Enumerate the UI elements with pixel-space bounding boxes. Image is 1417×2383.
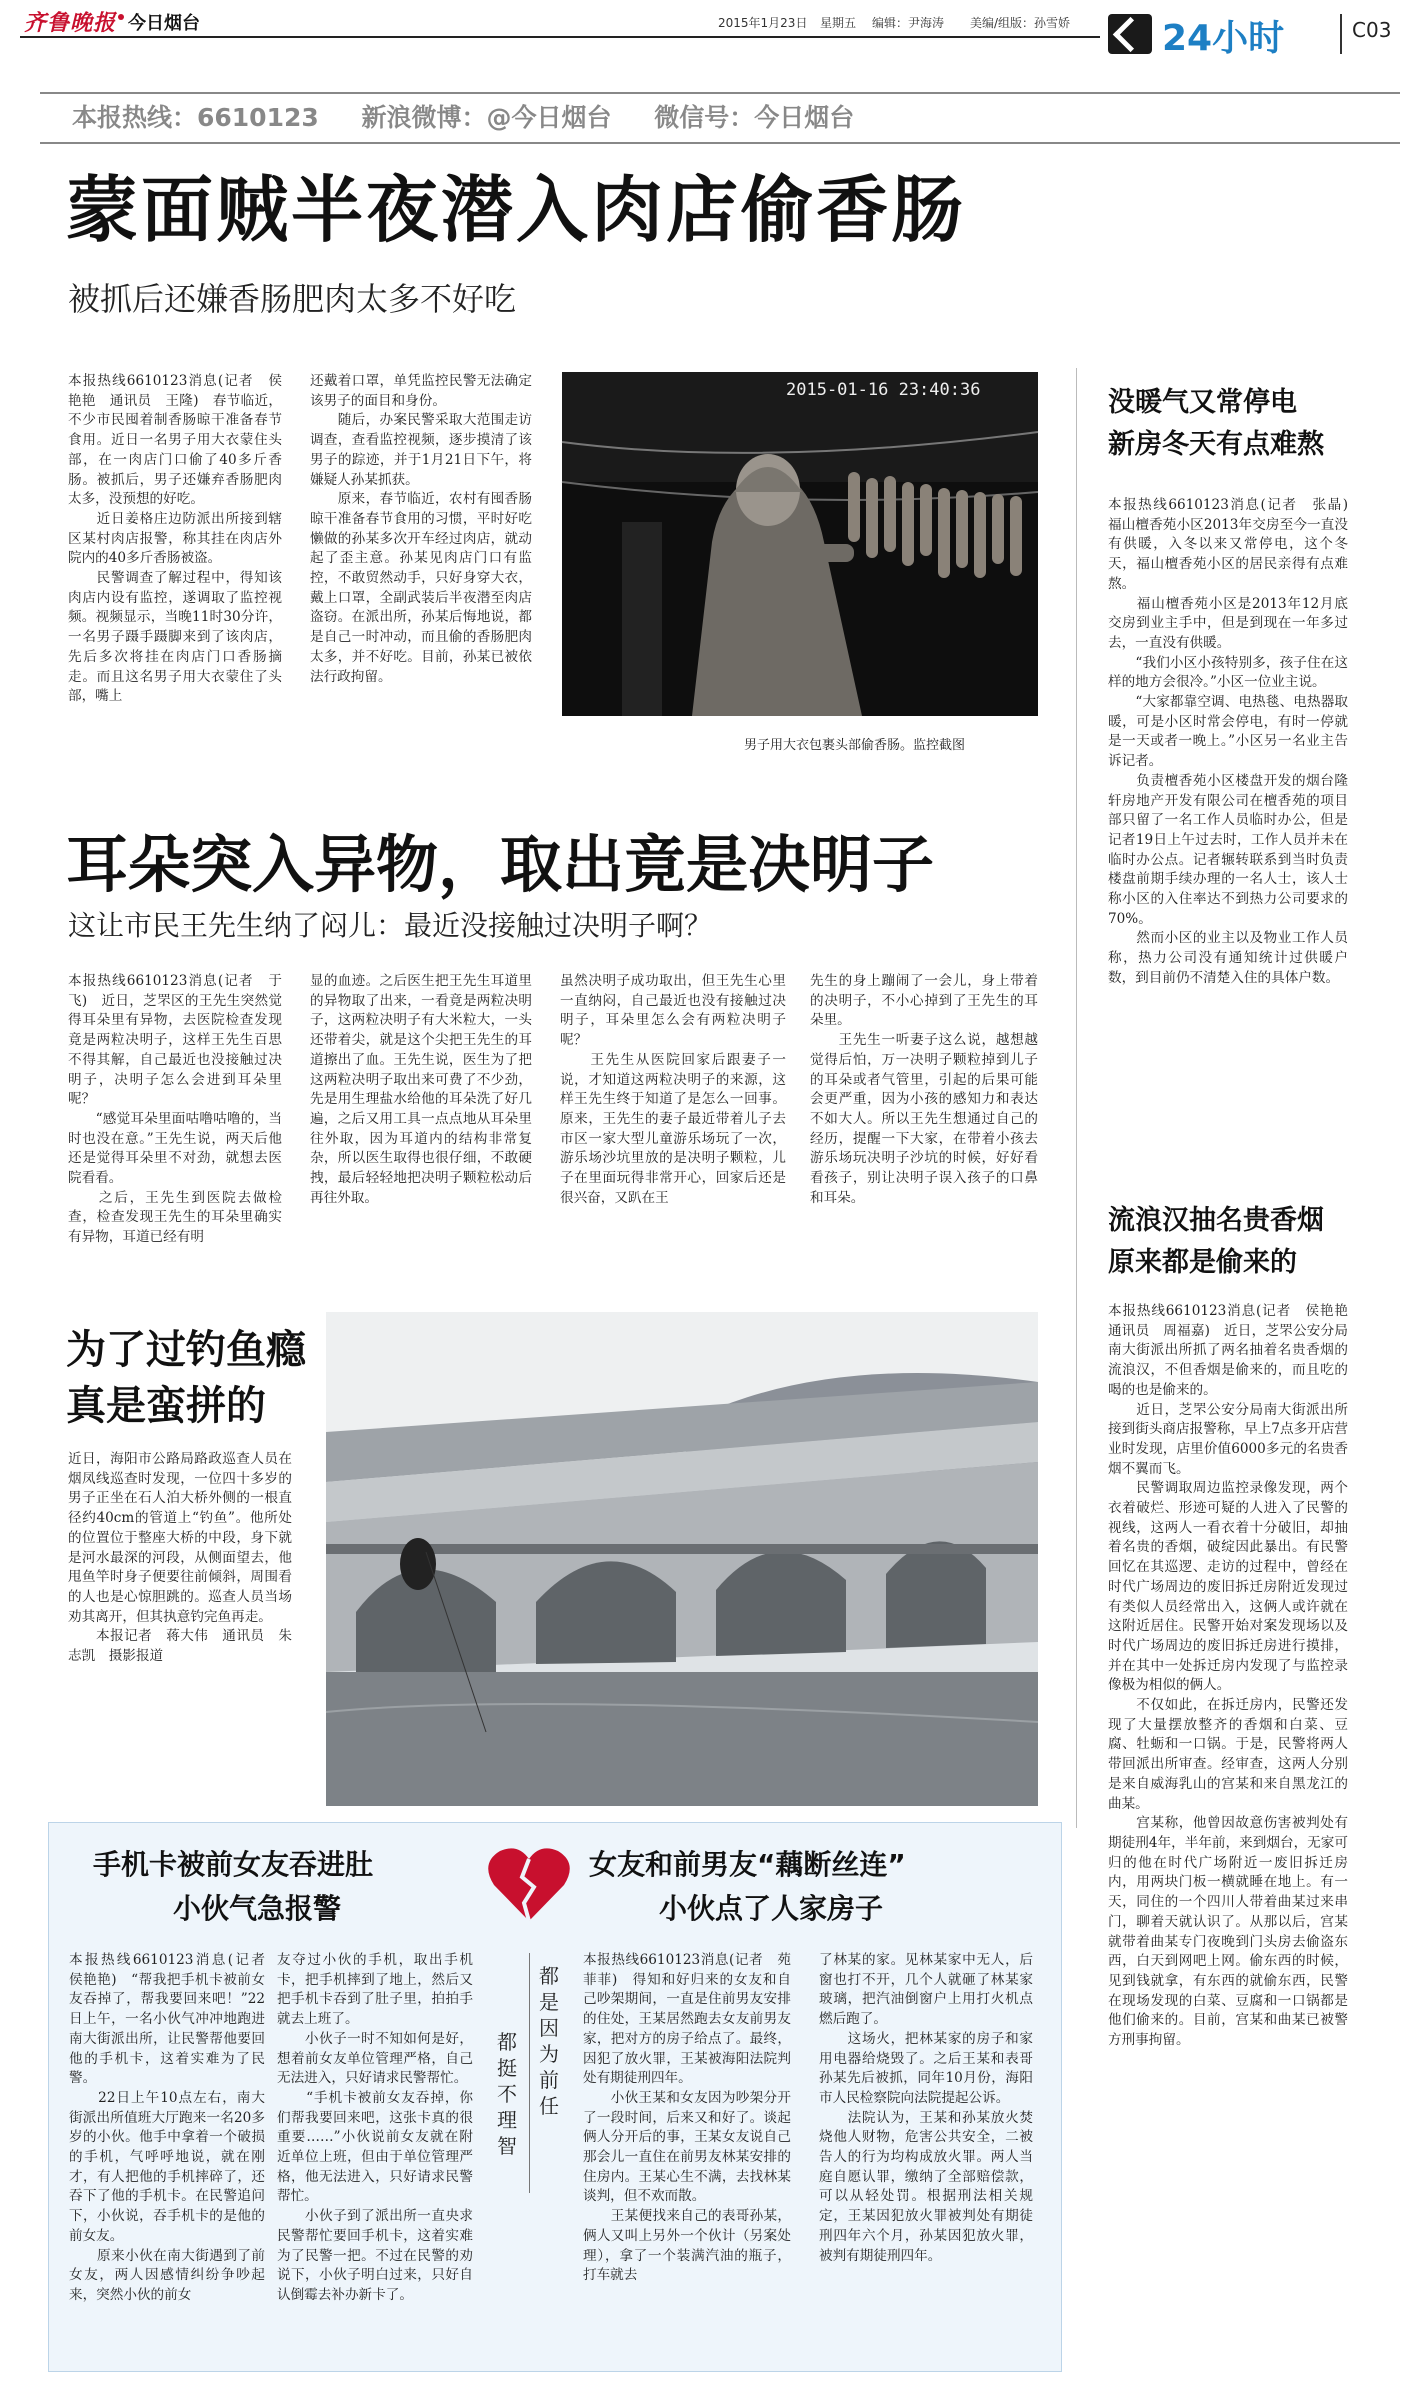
story2-subtitle: 这让市民王先生纳了闷儿：最近没接触过决明子啊？ (68, 909, 713, 942)
story1-photo-caption: 男子用大衣包裹头部偷香肠。监控截图 (744, 738, 966, 753)
sidebar2-body: 本报热线6610123消息(记者 侯艳艳 通讯员 周福嘉) 近日，芝罘公安分局南大街派出所抓了两名抽着名贵香烟的流浪汉，不但香烟是偷来的，而且吃的喝的也是偷来的。 近日，芝罘公安分局南大街派出所接到街头商店报警称，早上7点多开店营业时发现，店里价值6000多元的名贵香烟不翼而飞。 民警调取周边监控录像发现，两个衣着破烂、形迹可疑的人进入了民警的视线，这两人一看衣着十分破旧，却抽着名贵的香烟，破绽因此暴出。有民警回忆在其巡逻、走访的过程中，曾经在时代广场周边的废旧拆迁房附近发现过有类似人员经常出入，这俩人或许就在这附近居住。民警开始对案发现场以及时代广场周边的废旧拆迁房进行摸排，并在其中一处拆迁房内发现了与监控录像极为相似的俩人。 不仅如此，在拆迁房内，民警还发现了大量摆放整齐的香烟和白菜、豆腐、牡蛎和一口锅。于是，民警将两人带回派出所审查。经审查，这两人分别是来自威海乳山的宫某和来自黑龙江的曲某。 宫某称，他曾因故意伤害被判处有期徒刑4年，半年前，来到烟台，无家可归的他在时代广场附近一废旧拆迁房内，用两块门板一横就睡在地上。有一天，同住的一个四川人带着曲某过来串门，聊着天就认识了。从那以后，宫某就带着曲某专门夜晚到门头房去偷盗东西，白天到网吧上网。偷东西的时候，见到钱就拿，有东西的就偷东西，民警在现场发现的白菜、豆腐和一口锅都是他们偷来的。目前，宫某和曲某已被警方刑事拘留。 (1108, 1303, 1348, 2049)
box-center-rule (529, 1953, 530, 2193)
box-right-title-2: 小伙点了人家房子 (659, 1892, 884, 1925)
story1-title: 蒙面贼半夜潜入肉店偷香肠 (66, 168, 967, 252)
box-left-title-1: 手机卡被前女友吞进肚 (93, 1848, 374, 1881)
story2-column-1: 本报热线6610123消息(记者 于飞) 近日，芝罘区的王先生突然觉得耳朵里有异物，去医院检查发现竟是两粒决明子，这样王先生百思不得其解，自己最近也没接触过决明子，决明子怎么会进到耳朵里呢？ “感觉耳朵里面咕噜咕噜的，当时也没在意。”王先生说，两天后他还是觉得耳朵里不对劲，就想去医院看看。 之后，王先生到医院去做检查，检查发现王先生的耳朵里确实有异物，耳道已经有明 (68, 973, 282, 1246)
story2-column-4: 先生的身上蹦闹了一会儿，身上带着的决明子，不小心掉到了王先生的耳朵里。 王先生一听妻子这么说，越想越觉得后怕，万一决明子颗粒掉到儿子的耳朵或者气管里，引起的后果可能会更严重，因为小孩的感知力和表达不如大人。所以王先生想通过自己的经历，提醒一下大家，在带着小孩去游乐场玩决明子沙坑的时候，好好看看孩子，别让决明子误入孩子的口鼻和耳朵。 (810, 973, 1038, 1206)
red-dot-icon (118, 14, 124, 20)
box-right-column-1: 本报热线6610123消息(记者 苑菲菲) 得知和好归来的女友和自己吵架期间，一直是住前男友安排的住处，王某居然跑去女友前男友家，把对方的房子给点了。最终，因犯了放火罪，王某被海阳法院判处有期徒刑四年。 小伙王某和女友因为吵架分开了一段时间，后来又和好了。谈起俩人分开后的事，王某女友说自己那会儿一直住在前男友林某安排的住房内。王某心生不满，去找林某谈判，但不欢而散。 王某便找来自己的表哥孙某，俩人又叫上另外一个伙计（另案处理），拿了一个装满汽油的瓶子，打车就去 (583, 1952, 791, 2284)
contact-bar (72, 98, 854, 134)
surveillance-photo (562, 372, 1038, 716)
sidebar1-body: 本报热线6610123消息(记者 张晶) 福山檀香苑小区2013年交房至今一直没有供暖，入冬以来又常停电，这个冬天，福山檀香苑小区的居民亲得有点难熬。 福山檀香苑小区是2013年12月底交房到业主手中，但是到现在一年多过去，一直没有供暖。 “我们小区小孩特别多，孩子住在这样的地方会很冷。”小区一位业主说。 “大家都靠空调、电热毯、电热器取暖，可是小区时常会停电，有时一停就是一天或者一晚上。”小区另一名业主告诉记者。 负责檀香苑小区楼盘开发的烟台隆轩房地产开发有限公司在檀香苑的项目部只留了一名工作人员临时办公，但是记者19日上午过去时，工作人员并未在临时办公点。记者辗转联系到当时负责楼盘前期手续办理的一名人士，该人士称小区的入住率达不到热力公司要求的70%。 然而小区的业主以及物业工作人员称，热力公司没有通知统计过供暖户数，到目前仍不清楚入住的具体户数。 (1108, 497, 1348, 986)
section-tag: 24小时 (1162, 18, 1285, 59)
story2-column-2: 显的血迹。之后医生把王先生耳道里的异物取了出来，一看竟是两粒决明子，这两粒决明子有大米粒大，一头还带着尖，就是这个尖把王先生的耳道擦出了血。王先生说，医生为了把这两粒决明子取出来可费了不少劲，先是用生理盐水给他的耳朵洗了好几遍，之后又用工具一点点地从耳朵里往外取，因为耳道内的结构非常复杂，所以医生取得也很仔细，不敢硬拽，最后轻轻地把决明子颗粒松动后再往外取。 (310, 973, 532, 1206)
story2-title: 耳朵突入异物，取出竟是决明子 (66, 828, 935, 901)
sidebar1-title: 没暖气又常停电 新房冬天有点难熬 (1108, 387, 1324, 460)
paper-logo: 齐鲁晚报 (24, 10, 117, 36)
box-left-title-2: 小伙气急报警 (173, 1892, 342, 1925)
story3-title-line2: 真是蛮拼的 (66, 1383, 266, 1429)
hotline: 本报热线：6610123 (72, 103, 319, 132)
masthead-top-rule (20, 36, 1100, 38)
designer-credit: 美编/组版：孙雪娇 (970, 16, 1071, 30)
story1-column-1: 本报热线6610123消息(记者 侯艳艳 通讯员 王隆) 春节临近，不少市民囤着制香肠晾干准备春节食用。近日一名男子用大衣蒙住头部，在一肉店门口偷了40多斤香肠。被抓后，男子还嫌弃香肠肥肉太多，没预想的好吃。 近日姜格庄边防派出所接到辖区某村肉店报警，称其挂在肉店外院内的40多斤香肠被盗。 民警调查了解过程中，得知该肉店内设有监控，遂调取了监控视频。视频显示，当晚11时30分许，一名男子蹑手蹑脚来到了该肉店，先后多次将挂在肉店门口香肠摘走。而且这名男子用大衣蒙住了头部，嘴上 (68, 373, 282, 705)
story1-column-2: 还戴着口罩，单凭监控民警无法确定该男子的面目和身份。 随后，办案民警采取大范围走访调查，查看监控视频，逐步摸清了该男子的踪迹，并于1月21日下午，将嫌疑人孙某抓获。 原来，春节临近，农村有囤香肠晾干准备春节食用的习惯，平时好吃懒做的孙某多次开车经过肉店，就动起了歪主意。孙某见肉店门口有监控，不敢贸然动手，只好身穿大衣，戴上口罩，全副武装后半夜潜至肉店盗窃。在派出所，孙某后悔地说，都是自己一时冲动，而且偷的香肠肥肉太多，并不好吃。目前，孙某已被依法行政拘留。 (310, 373, 532, 685)
masthead (0, 0, 1417, 60)
box-left-column-2: 友夺过小伙的手机，取出手机卡，把手机摔到了地上，然后又把手机卡吞到了肚子里，拍拍手就去上班了。 小伙子一时不知如何是好，想着前女友单位管理严格，自己无法进入，只好请求民警帮忙。 “手机卡被前女友吞掉，你们帮我要回来吧，这张卡真的很重要……”小伙说前女友就在附近单位上班，但由于单位管理严格，他无法进入，只好请求民警帮忙。 小伙子到了派出所一直央求民警帮忙要回手机卡，这着实难为了民警一把。不过在民警的劝说下，小伙子明白过来，只好自认倒霉去补办新卡了。 (277, 1952, 473, 2303)
box-right-title-1: 女友和前男友“藕断丝连” (589, 1848, 906, 1881)
broken-heart-icon (486, 1843, 572, 1923)
story2-column-3: 虽然决明子成功取出，但王先生心里一直纳闷，自己最近也没有接触过决明子，耳朵里怎么会有两粒决明子呢？ 王先生从医院回家后跟妻子一说，才知道这两粒决明子的来源，这样王先生终于知道了是怎么一回事。原来，王先生的妻子最近带着儿子去市区一家大型儿童游乐场玩了一次，游乐场沙坑里放的是决明子颗粒，儿子在里面玩得非常开心，回家后还是很兴奋，又趴在王 (560, 973, 786, 1206)
bridge-photo (326, 1312, 1038, 1806)
story3-body: 近日，海阳市公路局路政巡查人员在烟凤线巡查时发现，一位四十多岁的男子正坐在石人泊大桥外侧的一根直径约40cm的管道上“钓鱼”。他所处的位置位于整座大桥的中段，身下就是河水最深的河段，从侧面望去，他甩鱼竿时身子便要往前倾斜，周围看的人也是心惊胆跳的。巡查人员当场劝其离开，但其执意钓完鱼再走。 本报记者 蒋大伟 通讯员 朱志凯 摄影报道 (68, 1451, 292, 1665)
issue-weekday: 星期五 (820, 16, 857, 30)
weibo: 新浪微博：@今日烟台 (361, 103, 612, 132)
contact-top-rule (40, 92, 1400, 94)
section-tag-icon (1108, 14, 1152, 54)
issue-date: 2015年1月23日 (718, 16, 808, 30)
surveillance-scene (562, 372, 1038, 716)
editor-credit: 编辑：尹海涛 (872, 16, 945, 30)
box-left-column-1: 本报热线6610123消息(记者 侯艳艳) “帮我把手机卡被前女友吞掉了，帮我要回来吧！”22日上午，一名小伙气冲冲地跑进南大街派出所，让民警帮他要回他的手机卡，这着实难为了民警。 22日上午10点左右，南大街派出所值班大厅跑来一名20多岁的小伙。他手中拿着一个破损的手机，气呼呼地说，就在刚才，有人把他的手机摔碎了，还吞下了他的手机卡。在民警追问下，小伙说，吞手机卡的是他的前女友。 原来小伙在南大街遇到了前女友，两人因感情纠纷争吵起来，突然小伙的前女 (69, 1952, 265, 2303)
section-name: 今日烟台 (128, 13, 200, 34)
box-center-text-a: 都是因为前任 (539, 1964, 559, 2118)
page-code: C03 (1352, 18, 1392, 42)
story1-subtitle: 被抓后还嫌香肠肥肉太多不好吃 (68, 280, 517, 318)
bottom-box (48, 1822, 1062, 2372)
tag-divider (1340, 14, 1342, 54)
wechat: 微信号：今日烟台 (654, 103, 855, 132)
box-right-column-2: 了林某的家。见林某家中无人，后窗也打不开，几个人就砸了林某家玻璃，把汽油倒窗户上用打火机点燃后跑了。 这场火，把林某家的房子和家用电器给烧毁了。之后王某和表哥孙某先后被抓，同年10月份，海阳市人民检察院向法院提起公诉。 法院认为，王某和孙某放火焚烧他人财物，危害公共安全，二被告人的行为均构成放火罪。两人当庭自愿认罪，缴纳了全部赔偿款，可以从轻处罚。根据刑法相关规定，王某因犯放火罪被判处有期徒刑四年六个月，孙某因犯放火罪，被判有期徒刑四年。 (819, 1952, 1033, 2264)
sidebar-divider (1076, 368, 1077, 1828)
story3-title-line1: 为了过钓鱼瘾 (66, 1327, 306, 1373)
contact-bottom-rule (40, 142, 1400, 144)
box-center-text-b: 都挺不理智 (497, 2030, 517, 2158)
bridge-scene (326, 1312, 1038, 1806)
sidebar2-title: 流浪汉抽名贵香烟 原来都是偷来的 (1108, 1205, 1324, 1278)
photo-timestamp: 2015-01-16 23:40:36 (786, 380, 981, 400)
